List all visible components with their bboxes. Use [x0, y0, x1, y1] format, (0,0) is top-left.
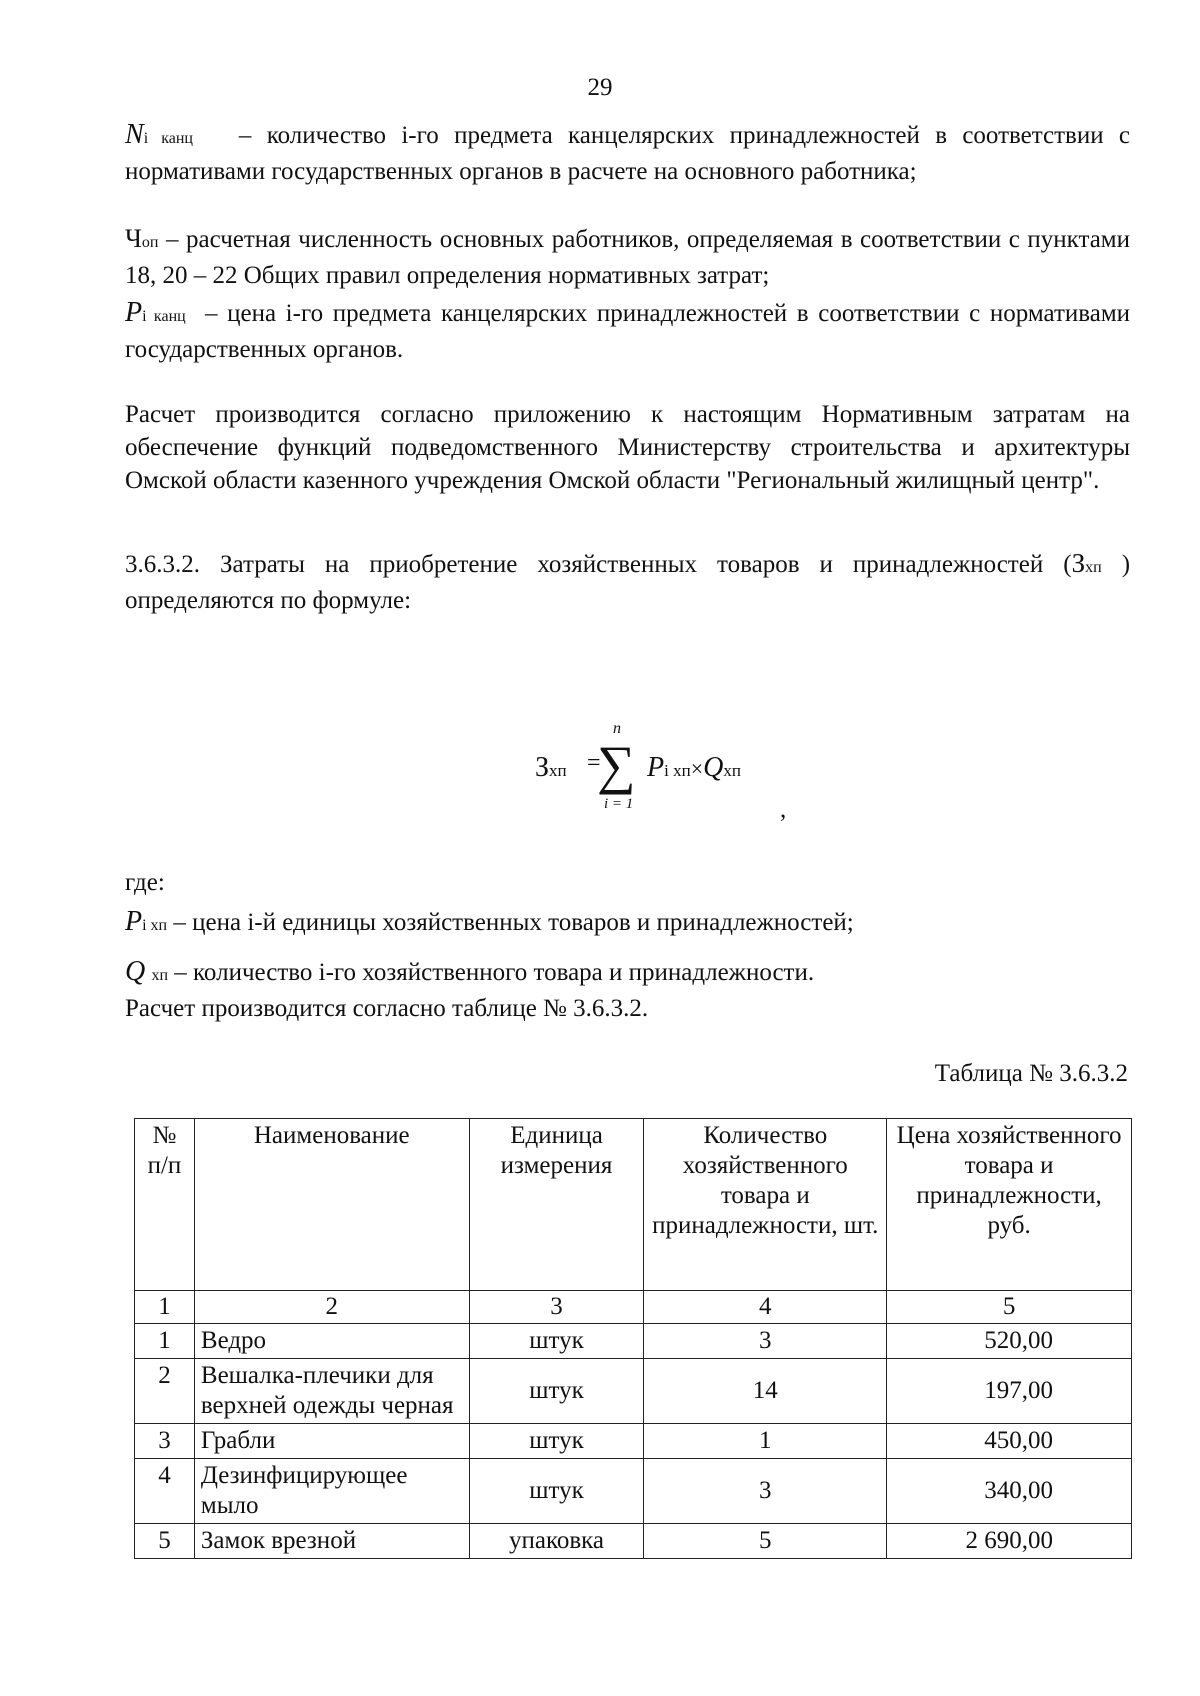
- table-cell: 340,00: [887, 1459, 1132, 1524]
- open-paren: (: [1063, 551, 1072, 578]
- definition-n-kanc: [125, 118, 1130, 188]
- symbol-subscript: оп: [141, 234, 159, 251]
- section-text-continued: ) определяются по формуле:: [125, 551, 1131, 614]
- formula-equals: =: [587, 750, 601, 776]
- goods-table: [134, 1118, 1132, 1559]
- formula-lower-limit: i = 1: [604, 796, 634, 812]
- table-cell: Дезинфицирующее мыло: [194, 1459, 469, 1524]
- symbol-subscript: хп: [1085, 559, 1102, 576]
- table-cell: Замок врезной: [194, 1524, 469, 1559]
- definition-q-xp: [125, 955, 1130, 992]
- table-cell: 3: [469, 1291, 644, 1324]
- formula-lhs-symbol: З: [535, 752, 550, 783]
- page-number: 29: [587, 74, 613, 101]
- formula-q-subscript: хп: [723, 761, 741, 780]
- table-cell: Вешалка-плечики для верхней одежды черная: [194, 1359, 469, 1424]
- symbol: З: [1071, 548, 1086, 578]
- table-cell: 5: [644, 1524, 887, 1559]
- table-cell: 3: [644, 1324, 887, 1359]
- table-cell: штук: [469, 1359, 644, 1424]
- table-row: [135, 1324, 1132, 1359]
- symbol: N: [125, 119, 144, 150]
- table-row: [135, 1459, 1132, 1524]
- symbol-subscript: i канц: [142, 308, 186, 325]
- table-row: [135, 1524, 1132, 1559]
- definition-text: – количество i-го предмета канцелярских принадлежностей в соответствии с нормативами государственных органов в расчете на основного работника;: [125, 122, 1130, 185]
- section-3-6-3-2: [125, 547, 1130, 617]
- header-number: № п/п: [135, 1119, 195, 1291]
- table-cell: 14: [644, 1359, 887, 1424]
- formula-p-subscript: i хп: [664, 761, 691, 780]
- header-price: Цена хозяйственного товара и принадлежности, руб.: [887, 1119, 1132, 1291]
- definition-p-xp: [125, 905, 1130, 942]
- table-cell: Грабли: [194, 1424, 469, 1459]
- definition-ch-op: [125, 222, 1130, 292]
- table-cell: штук: [469, 1459, 644, 1524]
- table-cell: 1: [135, 1324, 195, 1359]
- header-unit: Единица измерения: [469, 1119, 644, 1291]
- table-index-row: [135, 1291, 1132, 1324]
- definition-text: – расчетная численность основных работников, определяемая в соответствии с пунктами 18, 20 – 22 Общих правил определения нормативных затрат;: [125, 226, 1130, 289]
- formula-times: ×: [690, 756, 704, 781]
- calc-reference: Расчет производится согласно таблице № 3.6.3.2.: [125, 995, 649, 1022]
- table-cell: 2: [194, 1291, 469, 1324]
- table-cell: 1: [135, 1291, 195, 1324]
- table-cell: штук: [469, 1424, 644, 1459]
- definition-text: – количество i-го хозяйственного товара и принадлежности.: [174, 959, 815, 986]
- header-name: Наименование: [194, 1119, 469, 1291]
- definition-p-kanc: [125, 296, 1130, 366]
- table-caption: Таблица № 3.6.3.2: [934, 1060, 1128, 1087]
- table-cell: 3: [135, 1424, 195, 1459]
- table-cell: 3: [644, 1459, 887, 1524]
- table-cell: 4: [644, 1291, 887, 1324]
- table-cell: упаковка: [469, 1524, 644, 1559]
- symbol: P: [125, 906, 143, 937]
- table-cell: 2 690,00: [887, 1524, 1132, 1559]
- table-row: [135, 1359, 1132, 1424]
- formula-q: Q: [703, 752, 724, 783]
- formula-upper-limit: n: [613, 720, 621, 737]
- formula-comma: ,: [780, 796, 787, 823]
- formula-p: P: [647, 752, 665, 783]
- symbol: Q: [125, 956, 146, 987]
- table-cell: 450,00: [887, 1424, 1132, 1459]
- symbol-subscript: i канц: [143, 130, 193, 147]
- formula-lhs-subscript: хп: [549, 761, 567, 780]
- header-quantity: Количество хозяйственного товара и принадлежности, шт.: [644, 1119, 887, 1291]
- table-cell: 5: [887, 1291, 1132, 1324]
- definition-text: – цена i-й единицы хозяйственных товаров и принадлежностей;: [173, 909, 854, 936]
- formula-lhs: [535, 752, 567, 784]
- table-cell: Ведро: [194, 1324, 469, 1359]
- table-cell: 197,00: [887, 1359, 1132, 1424]
- formula: [535, 720, 835, 814]
- symbol: P: [125, 297, 143, 328]
- section-text: 3.6.3.2. Затраты на приобретение хозяйственных товаров и принадлежностей: [125, 551, 1044, 578]
- symbol: Ч: [125, 224, 142, 253]
- sum-sign: ∑: [597, 735, 636, 795]
- definition-text: – цена i-го предмета канцелярских принадлежностей в соответствии с нормативами государственных органов.: [125, 300, 1131, 363]
- table-cell: 520,00: [887, 1324, 1132, 1359]
- formula-body: [647, 752, 741, 784]
- table-row: [135, 1424, 1132, 1459]
- calc-paragraph: Расчет производится согласно приложению к настоящим Нормативным затратам на обеспечение функций подведомственного Министерству строительства и архитектуры Омской области казенного учреждения Омской области "Региональный жилищный центр".: [125, 401, 1130, 494]
- where-label: где:: [125, 869, 165, 896]
- symbol-subscript: хп: [151, 967, 169, 984]
- table-cell: штук: [469, 1324, 644, 1359]
- table-cell: 2: [135, 1359, 195, 1424]
- table-cell: 5: [135, 1524, 195, 1559]
- table-cell: 1: [644, 1424, 887, 1459]
- symbol-subscript: i хп: [142, 917, 168, 934]
- table-header-row: [135, 1119, 1132, 1291]
- table-cell: 4: [135, 1459, 195, 1524]
